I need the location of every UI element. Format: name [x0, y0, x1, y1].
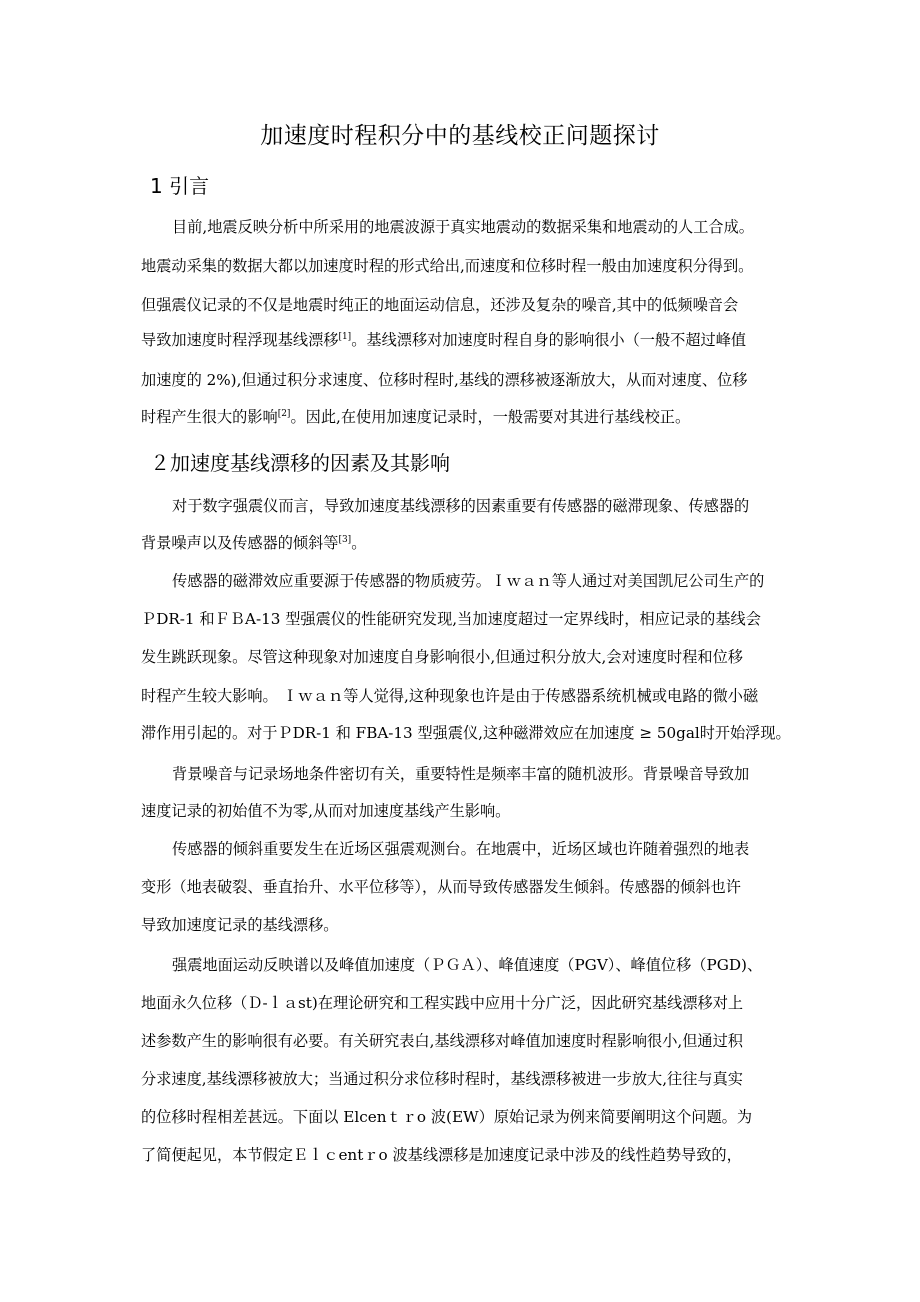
section-heading-baseline-drift: ２加速度基线漂移的因素及其影响	[150, 451, 450, 475]
paragraph-line: 导致加速度时程浮现基线漂移[1]。基线漂移对加速度时程自身的影响很小（一般不超过峰值	[141, 331, 747, 349]
paragraph-line: 传感器的倾斜重要发生在近场区强震观测台。在地震中，近场区域也许随着强烈的地表	[172, 840, 750, 858]
paragraph-line: 的位移时程相差甚远。下面以 Elcenｔｒo 波(EW）原始记录为例来简要阐明这个问题。为	[141, 1108, 753, 1126]
paragraph-line: 但强震仪记录的不仅是地震时纯正的地面运动信息，还涉及复杂的噪音,其中的低频噪音会	[141, 296, 739, 314]
paragraph-line: 对于数字强震仪而言，导致加速度基线漂移的因素重要有传感器的磁滞现象、传感器的	[172, 497, 750, 515]
citation-2: [2]	[277, 408, 291, 419]
section-heading-introduction: 1 引言	[150, 174, 210, 198]
paragraph-line: 述参数产生的影响很有必要。有关研究表白,基线漂移对峰值加速度时程影响很小,但通过积	[141, 1032, 743, 1050]
paragraph-line: 地震动采集的数据大都以加速度时程的形式给出,而速度和位移时程一般由加速度积分得到。	[141, 257, 754, 275]
paragraph-line: 了简便起见，本节假定Ｅｌｃentｒo 波基线漂移是加速度记录中涉及的线性趋势导致的，	[141, 1146, 742, 1164]
paragraph-line: 背景噪声以及传感器的倾斜等[3]。	[141, 534, 367, 552]
paragraph-line: 变形（地表破裂、垂直抬升、水平位移等），从而导致传感器发生倾斜。传感器的倾斜也许	[141, 878, 741, 896]
paragraph-line: 目前,地震反映分析中所采用的地震波源于真实地震动的数据采集和地震动的人工合成。	[172, 218, 754, 236]
paragraph-line: 导致加速度记录的基线漂移。	[141, 916, 339, 934]
paragraph-line: 速度记录的初始值不为零,从而对加速度基线产生影响。	[141, 802, 511, 820]
paragraph-line: ＰDR-1 和ＦＢA-13 型强震仪的性能研究发现,当加速度超过一定界线时，相应记录的基线会	[141, 610, 761, 628]
paragraph-line: 地面永久位移（Ｄ-ｌａst)在理论研究和工程实践中应用十分广泛，因此研究基线漂移对上	[141, 994, 744, 1012]
paragraph-line: 强震地面运动反映谱以及峰值加速度（ＰＧＡ）、峰值速度（PGV）、峰值位移（PGD)、	[172, 956, 763, 974]
document-title: 加速度时程积分中的基线校正问题探讨	[260, 123, 660, 149]
citation-3: [3]	[338, 534, 352, 545]
paragraph-line: 时程产生很大的影响[2]。因此,在使用加速度记录时，一般需要对其进行基线校正。	[141, 408, 691, 426]
paragraph-line: 滞作用引起的。对于ＰDR-1 和 FBA-13 型强震仪,这种磁滞效应在加速度 ≥ 50gal时开始浮现。	[141, 724, 791, 742]
paragraph-line: 发生跳跃现象。尽管这种现象对加速度自身影响很小,但通过积分放大,会对速度时程和位移	[141, 648, 743, 666]
paragraph-line: 传感器的磁滞效应重要源于传感器的物质疲劳。Ｉｗａｎ等人通过对美国凯尼公司生产的	[172, 572, 765, 590]
citation-1: [1]	[338, 331, 352, 342]
paragraph-line: 时程产生较大影响。 Ｉｗａｎ等人觉得,这种现象也许是由于传感器系统机械或电路的微小磁	[141, 687, 759, 705]
paragraph-line: 分求速度,基线漂移被放大；当通过积分求位移时程时，基线漂移被进一步放大,往往与真实	[141, 1070, 743, 1088]
paragraph-line: 加速度的 2%),但通过积分求速度、位移时程时,基线的漂移被逐渐放大，从而对速度、位移	[141, 371, 748, 389]
paragraph-line: 背景噪音与记录场地条件密切有关，重要特性是频率丰富的随机波形。背景噪音导致加	[172, 765, 750, 783]
